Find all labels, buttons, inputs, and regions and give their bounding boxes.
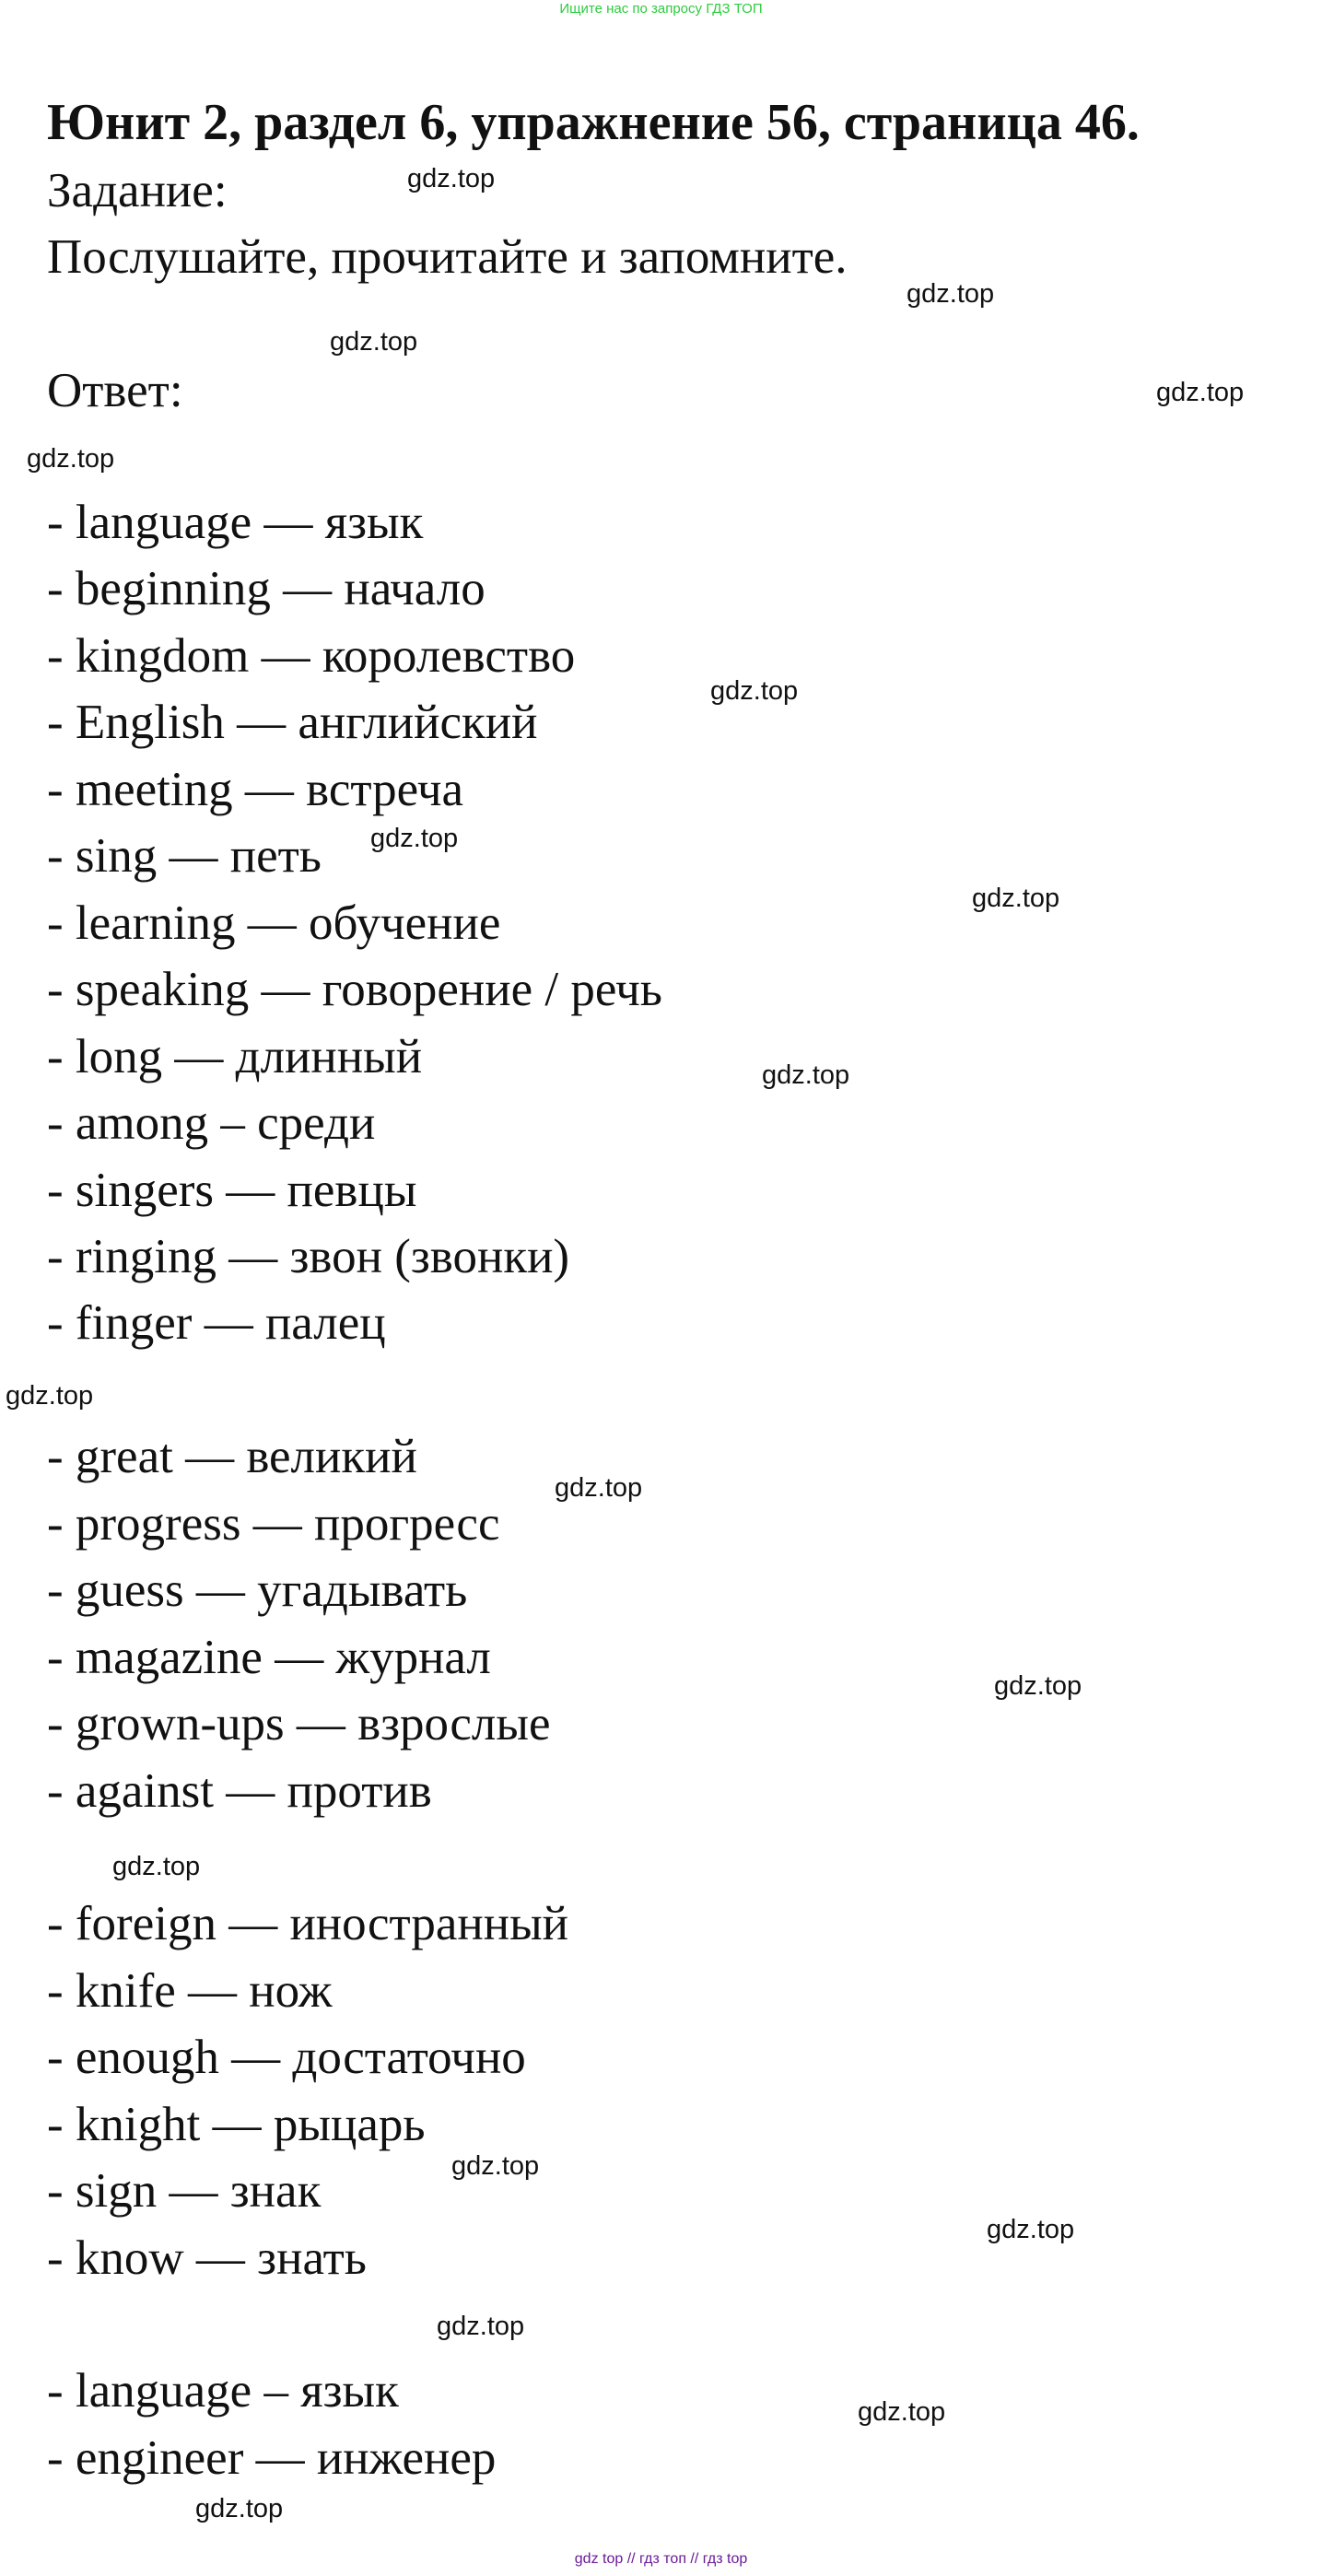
vocab-item: - guess — угадывать: [47, 1563, 468, 1617]
watermark: gdz.top: [370, 824, 459, 853]
watermark: gdz.top: [762, 1060, 850, 1090]
vocab-item: - among – среди: [47, 1096, 376, 1150]
vocab-item: - foreign — иностранный: [47, 1897, 569, 1950]
vocab-item: - meeting — встреча: [47, 763, 464, 816]
vocab-item: - ringing — звон (звонки): [47, 1230, 570, 1283]
vocab-item: - language — язык: [47, 496, 424, 549]
watermark: gdz.top: [710, 676, 799, 706]
watermark: gdz.top: [27, 444, 115, 474]
task-label: Задание:: [47, 164, 228, 217]
vocab-item: - engineer — инженер: [47, 2431, 497, 2485]
watermark: gdz.top: [555, 1473, 643, 1503]
vocab-item: - against — против: [47, 1764, 432, 1818]
task-text: Послушайте, прочитайте и запомните.: [47, 230, 848, 284]
vocab-item: - know — знать: [47, 2231, 367, 2285]
vocab-item: - sing — петь: [47, 829, 322, 883]
watermark: gdz.top: [907, 279, 995, 309]
vocab-item: - learning — обучение: [47, 896, 501, 950]
vocab-item: - speaking — говорение / речь: [47, 963, 662, 1016]
vocab-item: - English — английский: [47, 696, 538, 749]
vocab-item: - kingdom — королевство: [47, 629, 576, 683]
watermark: gdz.top: [6, 1381, 94, 1411]
vocab-item: - long — длинный: [47, 1030, 423, 1083]
watermark: gdz.top: [972, 884, 1060, 913]
vocab-item: - grown-ups — взрослые: [47, 1697, 551, 1751]
watermark: gdz.top: [112, 1852, 201, 1881]
watermark: gdz.top: [987, 2215, 1075, 2244]
watermark: gdz.top: [994, 1671, 1082, 1701]
vocab-item: - sign — знак: [47, 2164, 322, 2218]
vocab-item: - language – язык: [47, 2364, 399, 2418]
answer-label: Ответ:: [47, 364, 183, 417]
bottom-banner: gdz top // гдз топ // гдз top: [574, 2551, 748, 2567]
watermark: gdz.top: [437, 2312, 525, 2341]
vocab-item: - singers — певцы: [47, 1164, 417, 1217]
vocab-item: - finger — палец: [47, 1296, 386, 1350]
vocab-item: - great — великий: [47, 1430, 417, 1483]
top-banner: Ищите нас по запросу ГДЗ ТОП: [559, 1, 763, 17]
vocab-item: - enough — достаточно: [47, 2031, 526, 2084]
page-title: Юнит 2, раздел 6, упражнение 56, страница 46.: [47, 94, 1140, 151]
watermark: gdz.top: [407, 164, 496, 193]
vocab-item: - magazine — журнал: [47, 1631, 491, 1684]
vocab-item: - knife — нож: [47, 1964, 333, 2018]
vocab-item: - beginning — начало: [47, 562, 486, 615]
watermark: gdz.top: [858, 2397, 946, 2427]
watermark: gdz.top: [195, 2494, 284, 2523]
vocab-item: - progress — прогресс: [47, 1497, 500, 1551]
watermark: gdz.top: [1156, 378, 1245, 407]
vocab-item: - knight — рыцарь: [47, 2098, 426, 2151]
watermark: gdz.top: [330, 327, 418, 357]
watermark: gdz.top: [451, 2151, 540, 2181]
